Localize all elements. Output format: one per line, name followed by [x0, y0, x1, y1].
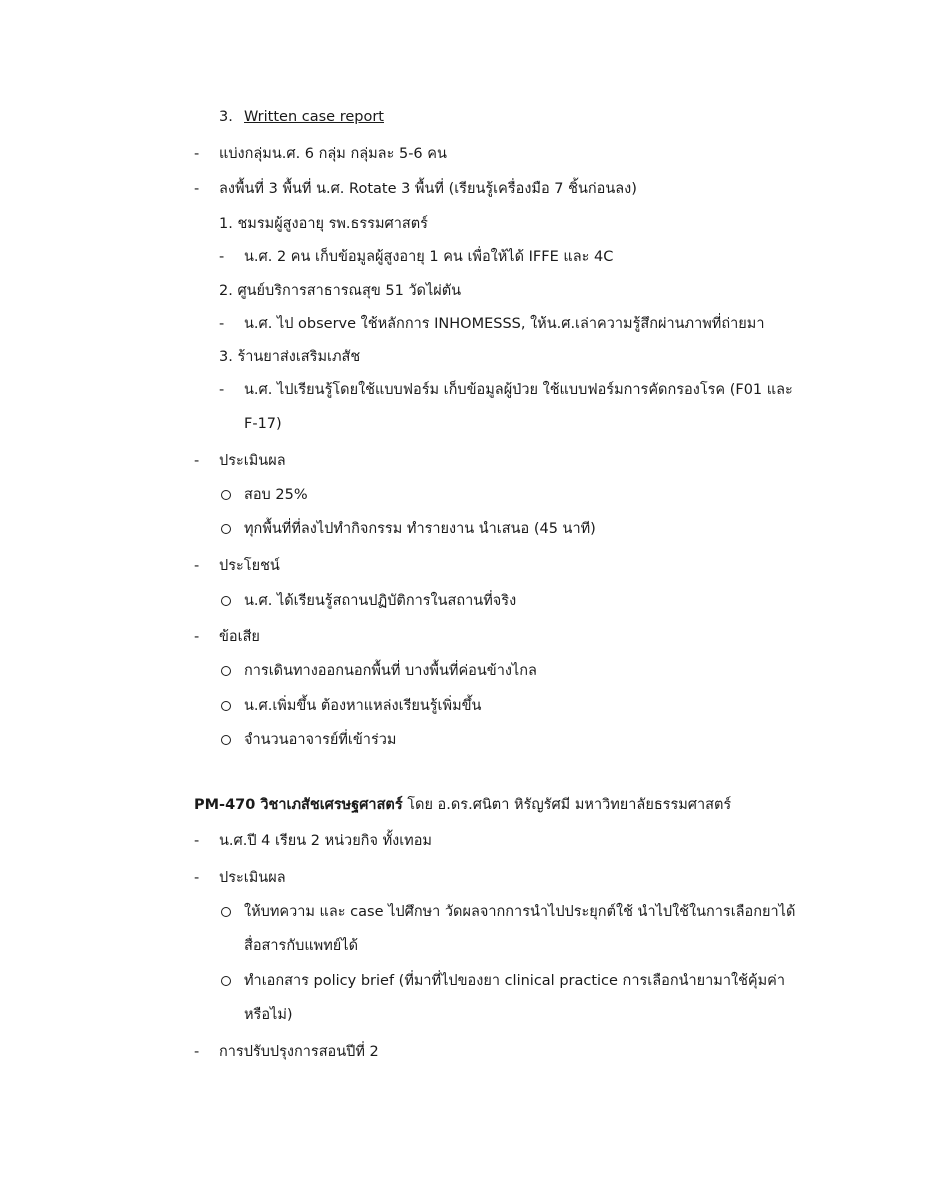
section-heading — [194, 795, 731, 815]
circle-bullet — [221, 666, 231, 676]
list-item-text-continued: หรือไม่) — [244, 1007, 293, 1023]
list-item-text: Written case report — [244, 109, 384, 125]
list-item-text: ให้บทความ และ case ไปศึกษา วัดผลจากการนำไปประยุกต์ใช้ นำไปใช้ในการเลือกยาได้ — [244, 904, 796, 920]
list-item-text: น.ศ.ปี 4 เรียน 2 หน่วยกิจ ทั้งเทอม — [219, 833, 432, 849]
list-item-text: การเดินทางออกนอกพื้นที่ บางพื้นที่ค่อนข้างไกล — [244, 663, 537, 679]
list-item-text: ทำเอกสาร policy brief (ที่มาที่ไปของยา clinical practice การเลือกนำยามาใช้คุ้มค่า — [244, 973, 786, 989]
list-item-text: ประเมินผล — [219, 870, 286, 886]
list-item-text: น.ศ. ไป observe ใช้หลักการ INHOMESSS, ให้น.ศ.เล่าความรู้สึกผ่านภาพที่ถ่ายมา — [244, 316, 765, 332]
dash-bullet: - — [194, 453, 200, 469]
dash-bullet: - — [219, 316, 225, 332]
numbered-subitem: 1. ชมรมผู้สูงอายุ รพ.ธรรมศาสตร์ — [219, 216, 428, 232]
dash-bullet: - — [194, 870, 200, 886]
list-item-text: น.ศ. ไปเรียนรู้โดยใช้แบบฟอร์ม เก็บข้อมูลผู้ป่วย ใช้แบบฟอร์มการคัดกรองโรค (F01 และ — [244, 382, 793, 398]
circle-bullet — [221, 907, 231, 917]
dash-bullet: - — [194, 146, 200, 162]
list-item-text: ประเมินผล — [219, 453, 286, 469]
list-item-text: สอบ 25% — [244, 487, 308, 503]
course-code-title: PM-470 วิชาเภสัชเศรษฐศาสตร์ — [194, 797, 403, 813]
list-item-text: แบ่งกลุ่มน.ศ. 6 กลุ่ม กลุ่มละ 5-6 คน — [219, 146, 447, 162]
circle-bullet — [221, 490, 231, 500]
circle-bullet — [221, 524, 231, 534]
dash-bullet: - — [219, 382, 225, 398]
circle-bullet — [221, 596, 231, 606]
list-item-text: ลงพื้นที่ 3 พื้นที่ น.ศ. Rotate 3 พื้นที่ (เรียนรู้เครื่องมือ 7 ชิ้นก่อนลง) — [219, 181, 637, 197]
list-item-text-continued: F-17) — [244, 416, 282, 432]
dash-bullet: - — [219, 249, 225, 265]
list-item-text: การปรับปรุงการสอนปีที่ 2 — [219, 1044, 379, 1060]
course-instructor: โดย อ.ดร.ศนิตา หิรัญรัศมี มหาวิทยาลัยธรรมศาสตร์ — [402, 797, 732, 813]
circle-bullet — [221, 701, 231, 711]
list-item-text: จำนวนอาจารย์ที่เข้าร่วม — [244, 732, 397, 748]
circle-bullet — [221, 735, 231, 745]
numbered-subitem: 3. ร้านยาส่งเสริมเภสัช — [219, 349, 361, 365]
dash-bullet: - — [194, 181, 200, 197]
dash-bullet: - — [194, 629, 200, 645]
dash-bullet: - — [194, 833, 200, 849]
list-item-text: ข้อเสีย — [219, 629, 260, 645]
circle-bullet — [221, 976, 231, 986]
list-item-text: น.ศ. ได้เรียนรู้สถานปฏิบัติการในสถานที่จริง — [244, 593, 517, 609]
numbered-subitem: 2. ศูนย์บริการสาธารณสุข 51 วัดไผ่ตัน — [219, 283, 462, 299]
list-item-text: น.ศ. 2 คน เก็บข้อมูลผู้สูงอายุ 1 คน เพื่อให้ได้ IFFE และ 4C — [244, 249, 614, 265]
list-item-text: ประโยชน์ — [219, 558, 280, 574]
list-item-text: ทุกพื้นที่ที่ลงไปทำกิจกรรม ทำรายงาน นำเสนอ (45 นาที) — [244, 521, 596, 537]
list-item-text: น.ศ.เพิ่มขึ้น ต้องหาแหล่งเรียนรู้เพิ่มขึ้น — [244, 698, 482, 714]
list-item-text-continued: สื่อสารกับแพทย์ได้ — [244, 938, 358, 954]
list-number: 3. — [219, 109, 233, 125]
dash-bullet: - — [194, 1044, 200, 1060]
dash-bullet: - — [194, 558, 200, 574]
